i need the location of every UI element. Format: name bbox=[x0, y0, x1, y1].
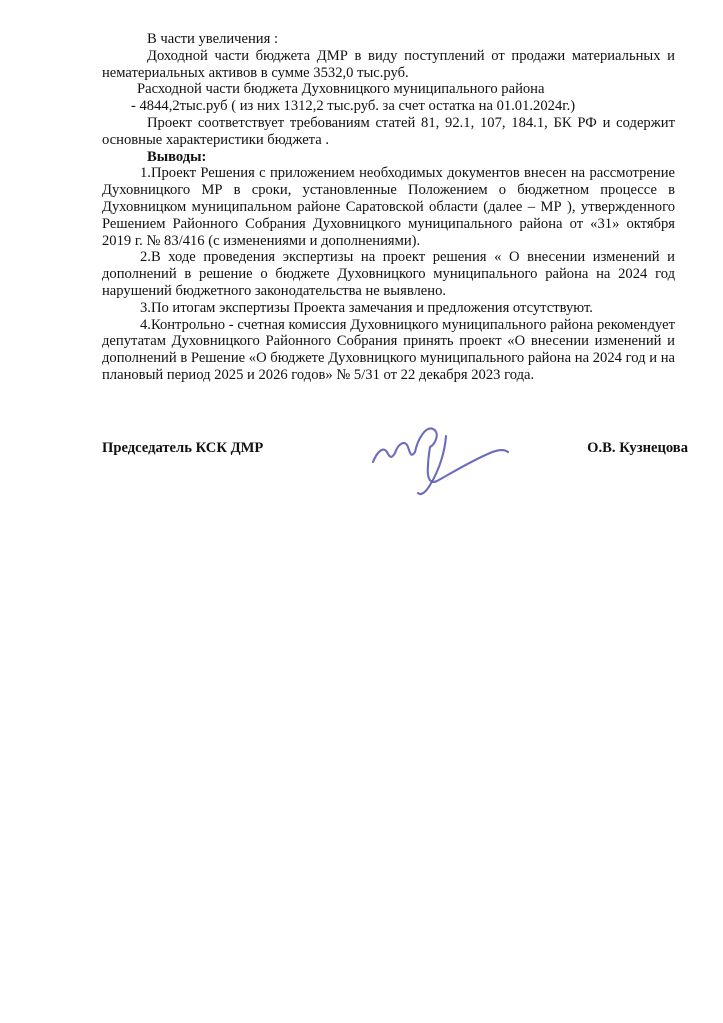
conclusion-item-1: 1.Проект Решения с приложением необходимых документов внесен на рассмотрение Духовницкого МР в сроки, установленные Положением о бюджетном процессе в Духовницком муниципальном районе Саратовской области (далее – МР ), утвержденного Решением Районного Собрания Духовницкого муниципального района от «31» октября 2019 г. № 83/416 (с изменениями и дополнениями). bbox=[102, 165, 675, 249]
conclusion-item-3: 3.По итогам экспертизы Проекта замечания и предложения отсутствуют. bbox=[140, 299, 593, 316]
paragraph-expense-part: Расходной части бюджета Духовницкого муниципального района bbox=[137, 81, 545, 98]
signature-block bbox=[102, 440, 688, 457]
signer-name: О.В. Кузнецова bbox=[587, 439, 688, 456]
paragraph-increase-heading: В части увеличения : bbox=[147, 31, 279, 47]
paragraph-compliance: Проект соответствует требованиям статей 81, 92.1, 107, 184.1, БК РФ и содержит основные характеристики бюджета . bbox=[102, 114, 675, 148]
conclusions-heading: Выводы: bbox=[147, 148, 207, 165]
conclusion-item-2: 2.В ходе проведения экспертизы на проект решения « О внесении изменений и дополнений в решение о бюджете Духовницкого муниципального района на 2024 год нарушений бюджетного законодательства не выявлено. bbox=[102, 249, 675, 299]
signer-title: Председатель КСК ДМР bbox=[102, 439, 264, 456]
paragraph-income-part: Доходной части бюджета ДМР в виду поступлений от продажи материальных и нематериальных активов в сумме 3532,0 тыс.руб. bbox=[102, 47, 675, 81]
paragraph-expense-amount: - 4844,2тыс.руб ( из них 1312,2 тыс.руб. за счет остатка на 01.01.2024г.) bbox=[131, 98, 576, 115]
conclusion-item-4: 4.Контрольно - счетная комиссия Духовницкого муниципального района рекомендует депутатам Духовницкого Районного Собрания принять проект «О внесении изменений и дополнений в Решение «О бюджете Духовницкого муниципального района на 2024 год и на плановый период 2025 и 2026 годов» № 5/31 от 22 декабря 2023 года. bbox=[102, 316, 675, 383]
